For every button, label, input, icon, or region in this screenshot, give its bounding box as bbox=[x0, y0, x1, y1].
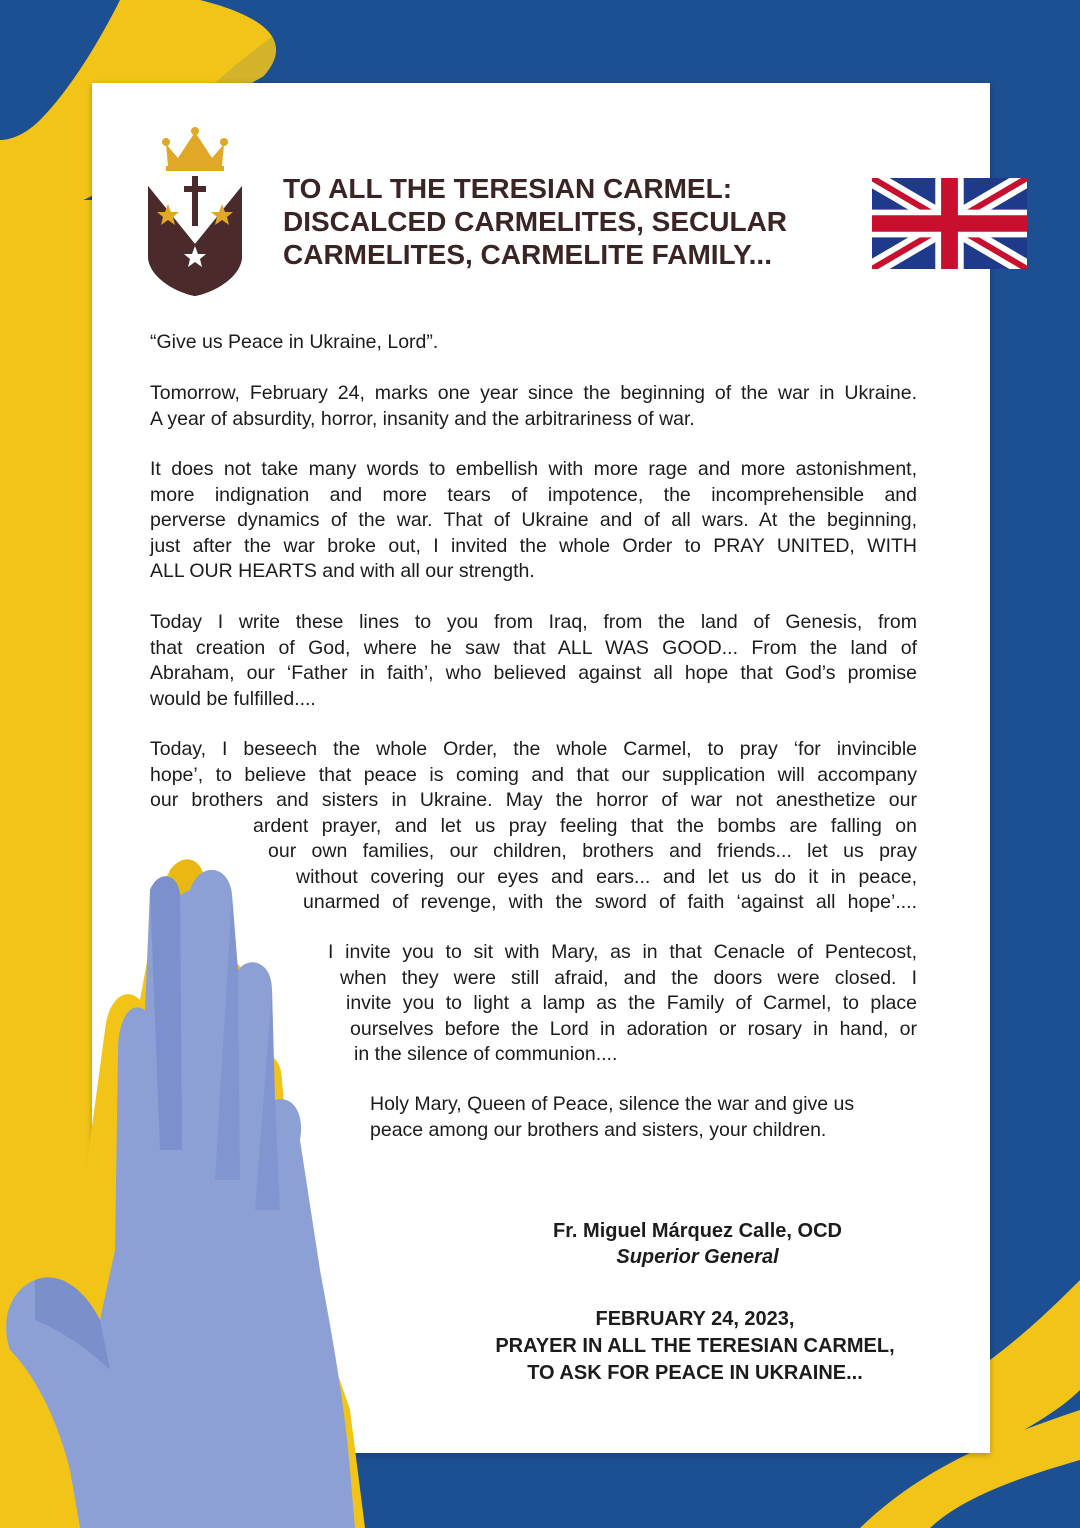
paragraph-1 bbox=[150, 381, 917, 432]
signature-name: Fr. Miguel Márquez Calle, OCD bbox=[553, 1220, 842, 1242]
text-line: Tomorrow, February 24, marks one year since the beginning of the war in Ukraine. bbox=[150, 382, 917, 404]
greeting-line: “Give us Peace in Ukraine, Lord”. bbox=[150, 331, 439, 353]
text-line: in the silence of communion.... bbox=[354, 1043, 618, 1065]
text-line: hope’, to believe that peace is coming and that our supplication will accompany bbox=[150, 763, 917, 786]
carmelite-crest-icon bbox=[146, 126, 244, 298]
paragraph-2 bbox=[150, 457, 917, 585]
closing-line: TO ASK FOR PEACE IN UKRAINE... bbox=[527, 1362, 863, 1384]
text-line: I invite you to sit with Mary, as in that Cenacle of Pentecost, bbox=[328, 941, 917, 963]
text-line: without covering our eyes and ears... and let us do it in peace, bbox=[296, 865, 917, 888]
text-line: It does not take many words to embellish with more rage and more astonishment, bbox=[150, 458, 917, 480]
text-line: more indignation and more tears of impotence, the incomprehensible and bbox=[150, 483, 917, 506]
title-line: CARMELITES, CARMELITE FAMILY... bbox=[283, 239, 772, 270]
text-line: when they were still afraid, and the doors were closed. I bbox=[340, 966, 917, 989]
closing-line: FEBRUARY 24, 2023, bbox=[595, 1308, 795, 1330]
title-line: DISCALCED CARMELITES, SECULAR bbox=[283, 206, 788, 237]
text-line: Today I write these lines to you from Iraq, from the land of Genesis, from bbox=[150, 611, 917, 633]
text-line: perverse dynamics of the war. That of Ukraine and of all wars. At the beginning, bbox=[150, 509, 917, 531]
text-line: that creation of God, where he saw that ALL WAS GOOD... From the land of bbox=[150, 636, 917, 659]
text-line: invite you to light a lamp as the Family of Carmel, to place bbox=[346, 992, 917, 1014]
paragraph-3 bbox=[150, 610, 917, 712]
praying-hands-icon bbox=[0, 850, 380, 1528]
text-line: ourselves before the Lord in adoration or rosary in hand, or bbox=[350, 1017, 917, 1040]
text-line: our own families, our children, brothers and friends... let us pray bbox=[268, 840, 917, 862]
text-line: unarmed of revenge, with the sword of faith ‘against all hope’.... bbox=[303, 891, 917, 913]
united-kingdom-flag-icon bbox=[872, 178, 1027, 269]
text-line: peace among our brothers and sisters, your children. bbox=[370, 1118, 827, 1141]
letter-greeting bbox=[150, 330, 438, 356]
text-line: Holy Mary, Queen of Peace, silence the war and give us bbox=[370, 1093, 855, 1115]
text-line: ALL OUR HEARTS and with all our strength. bbox=[150, 560, 535, 582]
title-line: TO ALL THE TERESIAN CARMEL: bbox=[283, 173, 733, 204]
text-line: just after the war broke out, I invited the whole Order to PRAY UNITED, WITH bbox=[150, 534, 917, 557]
signature-block bbox=[500, 1218, 895, 1270]
letter-title bbox=[283, 172, 843, 271]
text-line: our brothers and sisters in Ukraine. May the horror of war not anesthetize our bbox=[150, 789, 917, 811]
text-line: ardent prayer, and let us pray feeling that the bombs are falling on bbox=[253, 814, 917, 837]
paragraph-6 bbox=[370, 1092, 917, 1143]
text-line: would be fulfilled.... bbox=[150, 687, 316, 710]
signature-role: Superior General bbox=[616, 1246, 779, 1268]
text-line: A year of absurdity, horror, insanity and the arbitrariness of war. bbox=[150, 407, 695, 430]
closing-line: PRAYER IN ALL THE TERESIAN CARMEL, bbox=[495, 1335, 895, 1357]
closing-block bbox=[460, 1306, 930, 1387]
text-line: Abraham, our ‘Father in faith’, who believed against all hope that God’s promise bbox=[150, 662, 917, 684]
text-line: Today, I beseech the whole Order, the whole Carmel, to pray ‘for invincible bbox=[150, 738, 917, 760]
